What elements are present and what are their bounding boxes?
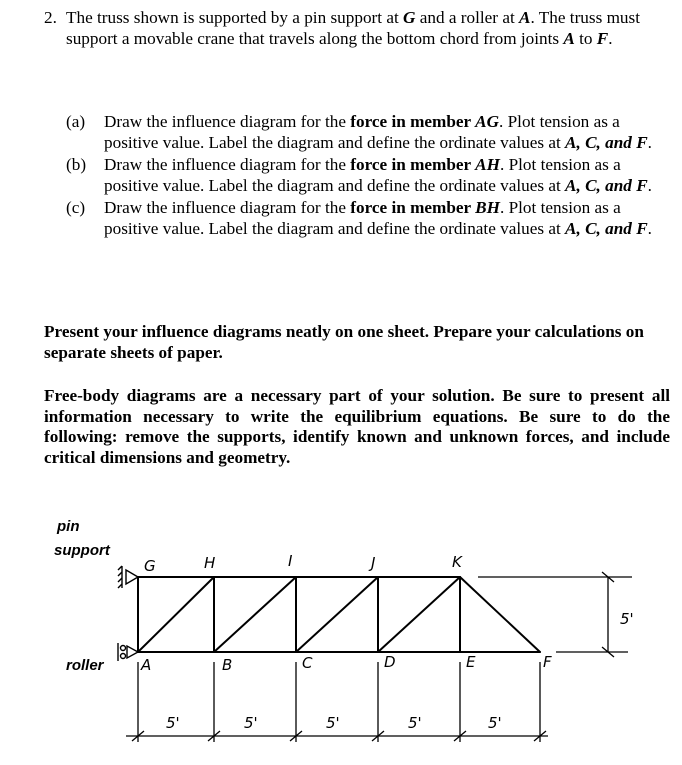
fbd-requirements-paragraph: Free-body diagrams are a necessary part of your solution. Be sure to present all information necessary to write the equilibrium equations. Be sure to do the following: remove the supports, identify known and unknown forces, and include critical dimensions and geometry. bbox=[44, 386, 670, 467]
joint-label-c: C bbox=[302, 654, 313, 672]
part-a: (a) Draw the influence diagram for the force in member AG. Plot tension as a positive value. Label the diagram and define the ordinate values at A, C, and F. bbox=[66, 112, 652, 152]
part-b: (b) Draw the influence diagram for the force in member AH. Plot tension as a positive value. Label the diagram and define the ordinate values at A, C, and F. bbox=[66, 155, 652, 195]
member-dk bbox=[378, 577, 460, 652]
member-cj bbox=[296, 577, 378, 652]
height-dim-label: 5' bbox=[620, 610, 634, 628]
span-dim-label-1: 5' bbox=[166, 714, 180, 732]
joint-label-k: K bbox=[452, 553, 462, 571]
joint-label-g: G bbox=[144, 557, 156, 575]
pin-support-icon bbox=[118, 566, 138, 588]
joint-label-j: J bbox=[371, 554, 376, 572]
truss-figure bbox=[0, 500, 682, 765]
joint-label-i: I bbox=[288, 552, 293, 570]
part-c: (c) Draw the influence diagram for the force in member BH. Plot tension as a positive value. Label the diagram and define the ordinate values at A, C, and F. bbox=[66, 198, 652, 238]
truss-drawing bbox=[0, 500, 682, 765]
member-ah bbox=[138, 577, 214, 652]
pin-label: pin bbox=[57, 518, 80, 535]
joint-label-d: D bbox=[384, 653, 396, 671]
span-dim-label-5: 5' bbox=[488, 714, 502, 732]
span-dim-label-2: 5' bbox=[244, 714, 258, 732]
joint-label-b: B bbox=[222, 656, 233, 674]
problem-parts bbox=[66, 112, 666, 241]
problem-intro: The truss shown is supported by a pin support at G and a roller at A. The truss must support a movable crane that travels along the bottom chord from joints A to F. bbox=[66, 8, 640, 48]
span-dim-label-4: 5' bbox=[408, 714, 422, 732]
problem-statement bbox=[44, 8, 672, 49]
problem-number: 2. bbox=[44, 8, 57, 27]
joint-label-h: H bbox=[204, 554, 216, 572]
joint-label-a: A bbox=[141, 656, 152, 674]
member-bi bbox=[214, 577, 296, 652]
joint-label-e: E bbox=[466, 653, 476, 671]
roller-support-icon bbox=[118, 643, 138, 661]
roller-label: roller bbox=[66, 657, 104, 674]
member-kf bbox=[460, 577, 540, 652]
joint-label-f: F bbox=[543, 653, 552, 671]
span-dim-label-3: 5' bbox=[326, 714, 340, 732]
instructions-paragraph: Present your influence diagrams neatly on one sheet. Prepare your calculations on separate sheets of paper. bbox=[44, 322, 644, 362]
support-label: support bbox=[54, 542, 110, 559]
